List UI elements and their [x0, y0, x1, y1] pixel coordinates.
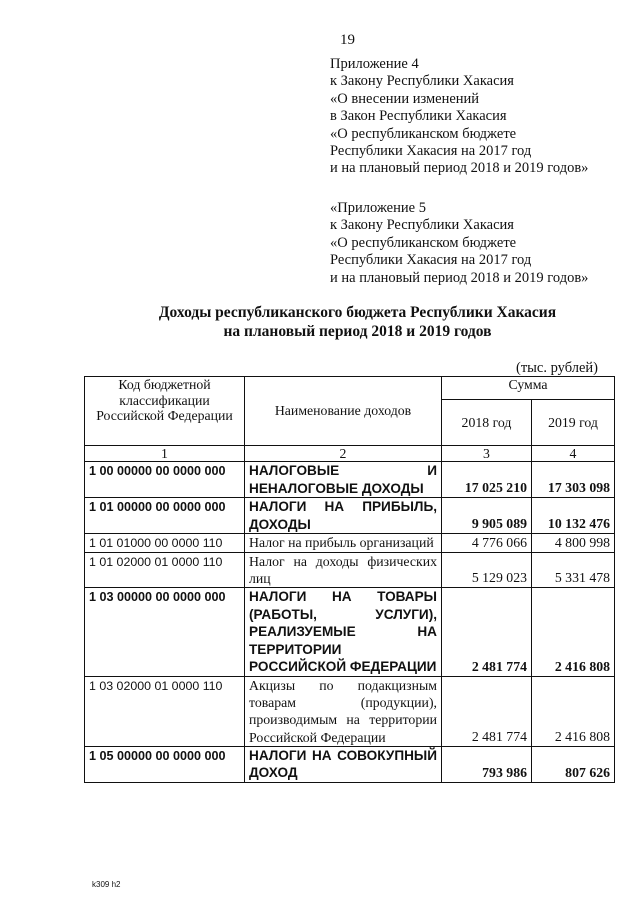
table-row	[85, 746, 615, 782]
income-code: 1 01 02000 01 0000 110	[85, 552, 245, 587]
header-name: Наименование доходов	[245, 377, 442, 446]
header-year-2019: 2019 год	[532, 400, 615, 446]
column-number: 2	[245, 446, 442, 462]
amount-2018: 17 025 210	[442, 462, 532, 498]
income-name: Налог на доходы физических лиц	[245, 552, 442, 587]
title-line-2: на плановый период 2018 и 2019 годов	[223, 322, 492, 340]
appendix-4-line: «О внесении изменений	[330, 90, 480, 107]
appendix-4-line: и на плановый период 2018 и 2019 годов»	[330, 160, 589, 177]
amount-2019: 2 416 808	[532, 676, 615, 746]
income-name: Налог на прибыль организаций	[245, 534, 442, 552]
income-rows	[85, 462, 615, 783]
header-year-2018: 2018 год	[442, 400, 532, 446]
column-number-row	[85, 446, 615, 462]
header-code: Код бюджетной классификации Российской Федерации	[85, 377, 245, 446]
header-sum: Сумма	[442, 377, 615, 400]
appendix-5-line: Республики Хакасия на 2017 год	[330, 252, 532, 269]
appendix-5-header	[330, 200, 588, 287]
appendix-4-line: в Закон Республики Хакасия	[330, 108, 507, 125]
amount-2019: 5 331 478	[532, 552, 615, 587]
income-code: 1 00 00000 00 0000 000	[85, 462, 245, 498]
table-row	[85, 498, 615, 534]
amount-2019: 807 626	[532, 746, 615, 782]
amount-2018: 9 905 089	[442, 498, 532, 534]
amount-2018: 2 481 774	[442, 676, 532, 746]
income-name: НАЛОГИ НА ТОВАРЫ (РАБОТЫ, УСЛУГИ), РЕАЛИЗУЕМЫЕ НА ТЕРРИТОРИИ РОССИЙСКОЙ ФЕДЕРАЦИИ	[245, 587, 442, 676]
column-number: 1	[85, 446, 245, 462]
income-code: 1 03 02000 01 0000 110	[85, 676, 245, 746]
appendix-5-line: и на плановый период 2018 и 2019 годов»	[330, 269, 589, 286]
income-code: 1 01 01000 00 0000 110	[85, 534, 245, 552]
document-title	[95, 304, 620, 341]
page-number: 19	[340, 32, 355, 48]
appendix-5-line: «О республиканском бюджете	[330, 234, 517, 251]
amount-2018: 793 986	[442, 746, 532, 782]
amount-2019: 10 132 476	[532, 498, 615, 534]
income-code: 1 01 00000 00 0000 000	[85, 498, 245, 534]
income-table	[84, 376, 615, 783]
table-row	[85, 676, 615, 746]
table-row	[85, 534, 615, 552]
column-number: 4	[532, 446, 615, 462]
income-code: 1 05 00000 00 0000 000	[85, 746, 245, 782]
appendix-5-line: «Приложение 5	[330, 200, 426, 216]
units-label: (тыс. рублей)	[516, 360, 598, 376]
income-name: Акцизы по подакцизным товарам (продукции), производимым на территории Российской Федерации	[245, 676, 442, 746]
table-row	[85, 462, 615, 498]
amount-2019: 2 416 808	[532, 587, 615, 676]
amount-2018: 4 776 066	[442, 534, 532, 552]
income-name: НАЛОГОВЫЕ И НЕНАЛОГОВЫЕ ДОХОДЫ	[245, 462, 442, 498]
appendix-4-line: Приложение 4	[330, 56, 419, 72]
amount-2018: 2 481 774	[442, 587, 532, 676]
appendix-4-line: Республики Хакасия на 2017 год	[330, 143, 532, 160]
column-number: 3	[442, 446, 532, 462]
table-row	[85, 587, 615, 676]
table-row	[85, 552, 615, 587]
appendix-4-line: «О республиканском бюджете	[330, 125, 517, 142]
income-code: 1 03 00000 00 0000 000	[85, 587, 245, 676]
title-line-1: Доходы республиканского бюджета Республики Хакасия	[158, 304, 557, 321]
appendix-4-line: к Закону Республики Хакасия	[330, 73, 514, 90]
amount-2019: 17 303 098	[532, 462, 615, 498]
appendix-4-header	[330, 56, 588, 178]
amount-2019: 4 800 998	[532, 534, 615, 552]
income-name: НАЛОГИ НА ПРИБЫЛЬ, ДОХОДЫ	[245, 498, 442, 534]
appendix-5-line: к Закону Республики Хакасия	[330, 217, 514, 234]
amount-2018: 5 129 023	[442, 552, 532, 587]
footer-code: k309 h2	[92, 880, 121, 889]
income-name: НАЛОГИ НА СОВОКУПНЫЙ ДОХОД	[245, 746, 442, 782]
